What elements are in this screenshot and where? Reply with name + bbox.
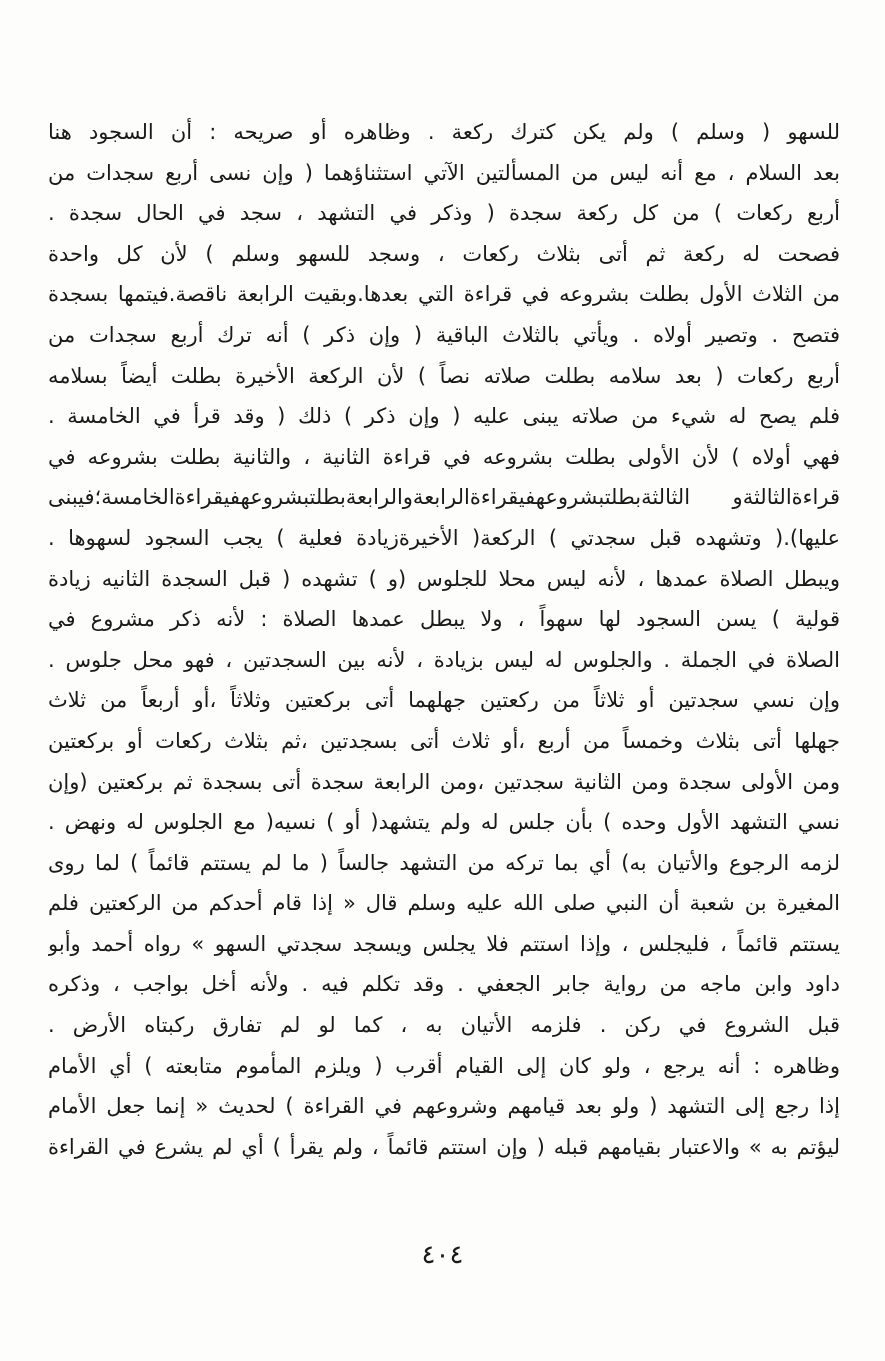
text-line: وإن نسي سجدتين أو ثلاثاً من ركعتين جهلهما أتى بركعتين وثلاثاً ،أو أربعاً من ثلاث (48, 688, 840, 713)
text-line: داود وابن ماجه من رواية جابر الجعفي . وقد تكلم فيه . ولأنه أخل بواجب ، وذكره (48, 972, 840, 997)
text-line: نسي التشهد الأول وحده ) بأن جلس له ولم يتشهد( أو ) نسيه( مع الجلوس له ونهض . (48, 810, 840, 835)
text-line: عليها).( وتشهده قبل سجدتي ) الركعة( الأخيرةزيادة فعلية ) يجب السجود لسهوها . (48, 525, 840, 550)
text-line: لزمه الرجوع والأتيان به) أي بما تركه من التشهد جالساً ( ما لم يستتم قائماً ) لما روى (48, 850, 840, 875)
text-line: قبل الشروع في ركن . فلزمه الأتيان به ، كما لو لم تفارق ركبتاه الأرض . (48, 1013, 840, 1038)
text-line: فصحت له ركعة ثم أتى بثلاث ركعات ، وسجد للسهو وسلم ) لأن كل واحدة (48, 241, 840, 266)
text-line: أربع ركعات ) من كل ركعة سجدة ( وذكر في التشهد ، سجد في الحال سجدة . (48, 201, 840, 226)
text-line: فتصح . وتصير أولاه . ويأتي بالثلاث الباقية ( وإن ذكر ) أنه ترك أربع سجدات من (48, 322, 840, 347)
text-line: للسهو ( وسلم ) ولم يكن كترك ركعة . وظاهره أو صريحه : أن السجود هنا (48, 120, 840, 144)
text-line: إذا رجع إلى التشهد ( ولو بعد قيامهم وشروعهم في القراءة ) لحديث « إنما جعل الأمام (48, 1094, 840, 1119)
text-line: فهي أولاه ) لأن الأولى بطلت بشروعه في قراءة الثانية ، والثانية بطلت بشروعه في (48, 444, 840, 469)
text-line: ليؤتم به » والاعتبار بقيامهم قبله ( وإن استتم قائماً ، ولم يقرأ ) أي لم يشرع في القراءة (48, 1134, 840, 1159)
text-line: ومن الأولى سجدة ومن الثانية سجدتين ،ومن الرابعة سجدة أتى بسجدة ثم بركعتين (وإن (48, 769, 840, 794)
text-line: المغيرة بن شعبة أن النبي صلى الله عليه وسلم قال « إذا قام أحدكم من الركعتين فلم (48, 891, 840, 916)
text-line: بعد السلام ، مع أنه ليس من المسألتين الآتي استثناؤهما ( وإن نسى أربع سجدات من (48, 160, 840, 185)
text-line: فلم يصح له شيء من صلاته يبنى عليه ( وإن ذكر ) ذلك ( وقد قرأ في الخامسة . (48, 404, 840, 429)
text-line: جهلها أتى بثلاث وخمساً من أربع ،أو ثلاث أتى بسجدتين ،ثم بثلاث ركعات أو بركعتين (48, 728, 840, 753)
text-line: قراءةالثالثةو الثالثةبطلتبشروعهفيقراءةالرابعةوالرابعةبطلتبشروعهفيقراءةالخامسة؛فيبنى (48, 485, 840, 510)
text-line: وظاهره : أنه يرجع ، ولو كان إلى القيام أقرب ( ويلزم المأموم متابعته ) أي الأمام (48, 1053, 840, 1078)
text-line: أربع ركعات ( بعد سلامه بطلت صلاته نصاً ) لأن الركعة الأخيرة بطلت أيضاً بسلامه (48, 363, 840, 388)
body-text (48, 112, 840, 1167)
text-line: الصلاة في الجملة . والجلوس له ليس بزيادة ، لأنه بين السجدتين ، فهو محل جلوس . (48, 647, 840, 672)
text-line: قولية ) يسن السجود لها سهواً ، ولا يبطل عمدها الصلاة : لأنه ذكر مشروع في (48, 607, 840, 632)
text-line: من الثلاث الأول بطلت بشروعه في قراءة التي بعدها.وبقيت الرابعة ناقصة.فيتمها بسجدة (48, 282, 840, 307)
text-line: ويبطل الصلاة عمدها ، لأنه ليس محلا للجلوس (و ) تشهده ( قبل السجدة الثانيه زيادة (48, 566, 840, 591)
text-line: يستتم قائماً ، فليجلس ، وإذا استتم فلا يجلس ويسجد سجدتي السهو » رواه أحمد وأبو (48, 931, 840, 956)
page-number: ٤٠٤ (421, 1240, 464, 1270)
